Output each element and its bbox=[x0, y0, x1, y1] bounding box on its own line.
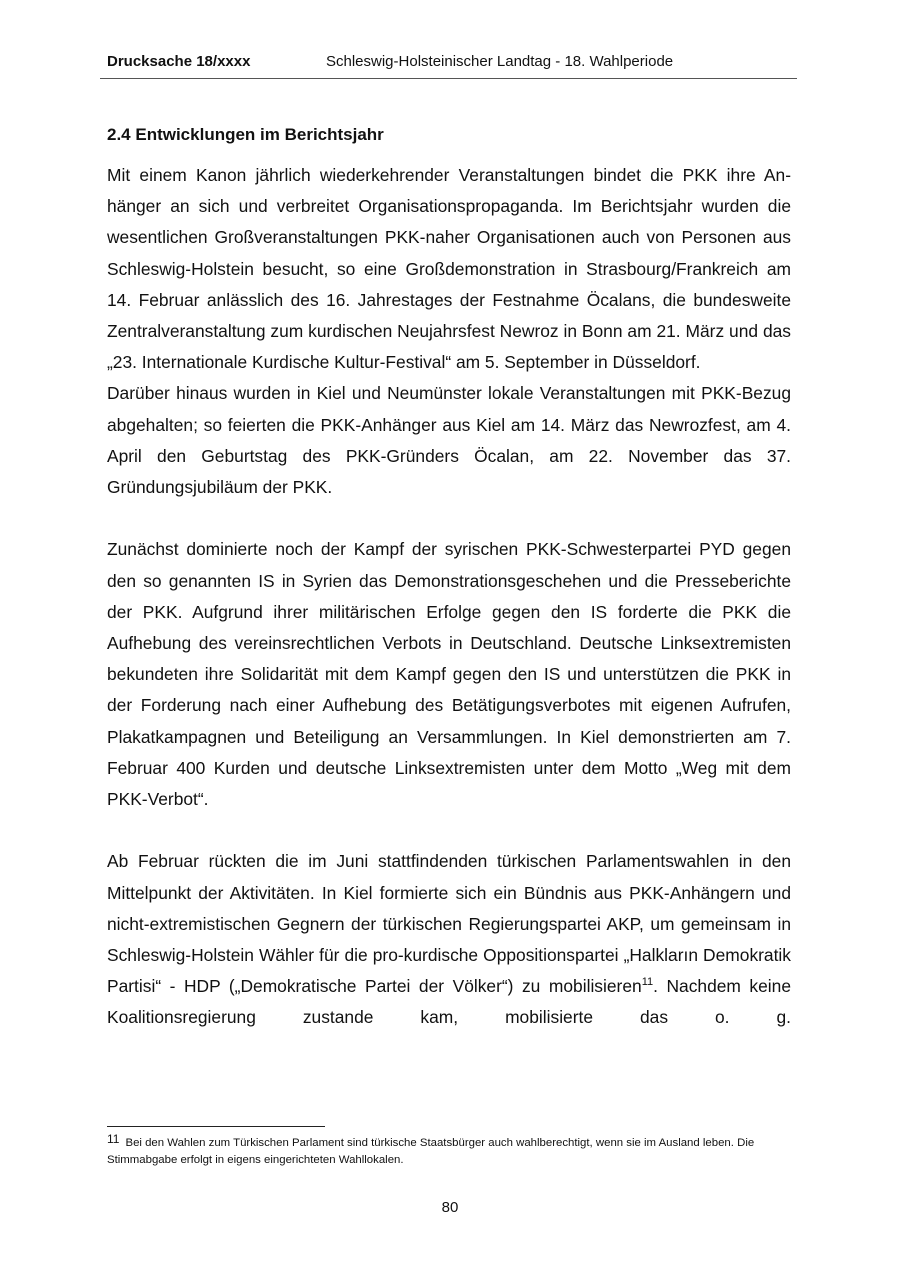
paragraph-events: Mit einem Kanon jährlich wiederkehrender Veranstaltungen bindet die PKK ihre Anhänger an sich und verbreitet Organisationspropaganda. Im Berichtsjahr wurden die wesentlichen Großveranstaltungen PKK-naher Organisationen auch von Personen aus Schleswig-Holstein besucht, so eine Großdemonstration in Strasbourg/Frankreich am 14. Februar anlässlich des 16. Jahrestages der Festnahme Öcalans, die bundesweite Zentralveranstaltung zum kurdischen Neujahrsfest Newroz in Bonn am 21. März und das „23. Internationale Kurdische Kultur-Festival“ am 5. September in Düsseldorf. bbox=[107, 165, 791, 373]
footnote-separator bbox=[107, 1126, 325, 1127]
header-institution: Schleswig-Holsteinischer Landtag - 18. Wahlperiode bbox=[326, 53, 674, 70]
footnote bbox=[107, 1131, 791, 1169]
paragraph-local-events: Darüber hinaus wurden in Kiel und Neumünster lokale Veranstaltungen mit PKK-Bezug abgehalten; so feierten die PKK-Anhänger aus Kiel am 14. März das Newrozfest, am 4. April den Geburtstag des PKK-Gründers Öcalan, am 22. November das 37. Gründungsjubiläum der PKK. bbox=[107, 383, 791, 498]
document-number: Drucksache 18/xxxx bbox=[107, 53, 251, 70]
paragraph-elections-text: Ab Februar rückten die im Juni stattfindenden türkischen Parlamentswahlen in den Mittelpunkt der Aktivitäten. In Kiel formierte sich ein Bündnis aus PKK-Anhängern und nicht-extremistischen Gegnern der türkischen Regierungspartei AKP, um gemeinsam in Schleswig-Holstein Wähler für die pro-kurdische Oppositionspartei „Halkların Demokratik Partisi“ - HDP („Demokratische Partei der Völker“) zu mobilisieren bbox=[107, 851, 791, 997]
footnote-text: Bei den Wahlen zum Türkischen Parlament sind türkische Staatsbürger auch wahlberechtigt, wenn sie im Ausland leben. Die Stimmabgabe erfolgt in eigens eingerichteten Wahllokalen. bbox=[107, 1137, 755, 1166]
paragraph-elections-continuation: . Nachdem keine Koalitionsregierung zustande kam, mobilisierte das o. g. bbox=[107, 976, 791, 1028]
paragraph-elections bbox=[107, 846, 791, 1033]
paragraph-pyd-struggle: Zunächst dominierte noch der Kampf der syrischen PKK-Schwesterpartei PYD gegen den so genannten IS in Syrien das Demonstrationsgeschehen und die Presseberichte der PKK. Aufgrund ihrer militärischen Erfolge gegen den IS forderte die PKK die Aufhebung des vereinsrechtlichen Verbots in Deutschland. Deutsche Linksextremisten bekundeten ihre Solidarität mit dem Kampf gegen den IS und unterstützen die PKK in der Forderung nach einer Aufhebung des Betätigungsverbotes mit eigenen Aufrufen, Plakatkampagnen und Beteiligung an Versammlungen. In Kiel demonstrierten am 7. Februar 400 Kurden und deutsche Linksextremisten unter dem Motto „Weg mit dem PKK-Verbot“. bbox=[107, 539, 791, 810]
footnote-reference[interactable]: 11 bbox=[641, 976, 654, 989]
body-text bbox=[107, 160, 791, 1034]
page-number: 80 bbox=[441, 1199, 459, 1216]
section-title: 2.4 Entwicklungen im Berichtsjahr bbox=[107, 125, 384, 144]
footnote-number: 11 bbox=[107, 1132, 120, 1146]
page-header bbox=[100, 50, 797, 79]
